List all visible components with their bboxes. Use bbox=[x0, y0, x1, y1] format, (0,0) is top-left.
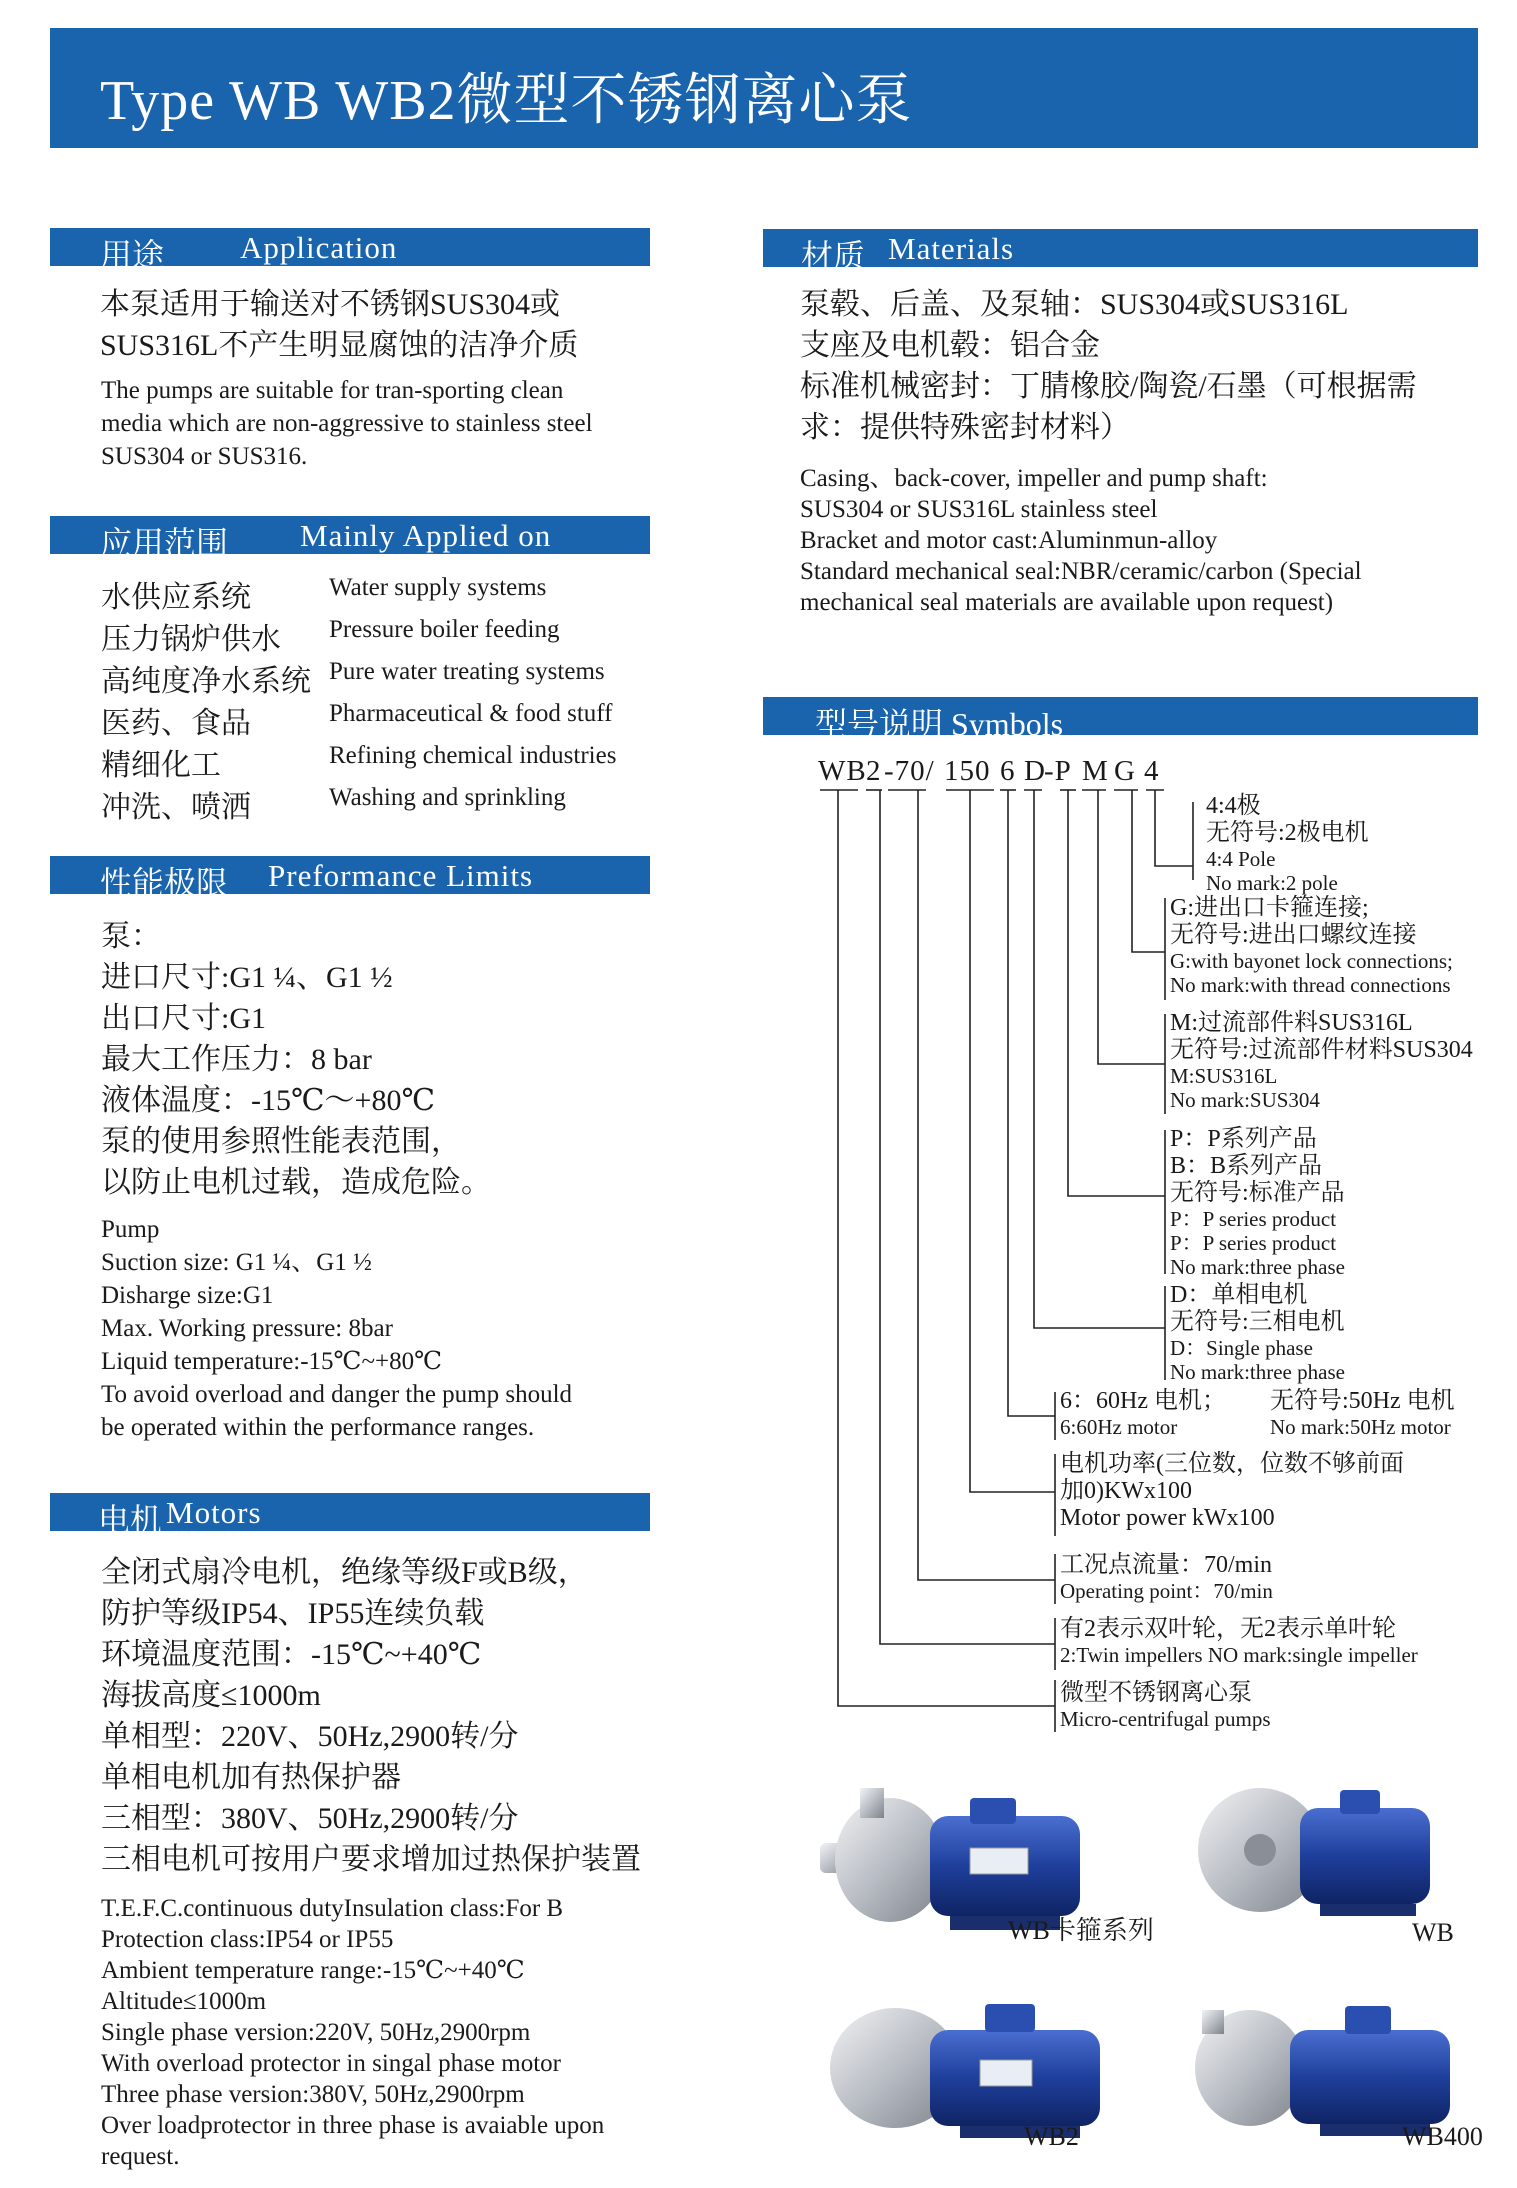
bracket-connection bbox=[1132, 790, 1165, 952]
code-part-material: M bbox=[1082, 755, 1109, 787]
desc-impeller: 有2表示双叶轮，无2表示单叶轮 2:Twin impellers NO mark:single impeller bbox=[1060, 1616, 1418, 1667]
desc-series: 微型不锈钢离心泵 Micro-centrifugal pumps bbox=[1060, 1680, 1271, 1731]
bracket-frequency bbox=[1008, 790, 1055, 1416]
materials-text-zh: 泵毂、后盖、及泵轴：SUS304或SUS316L 支座及电机毂：铝合金 标准机械密封：丁腈橡胶/陶瓷/石墨（可根据需 求：提供特殊密封材料） bbox=[800, 288, 1417, 444]
pump-wb2-image bbox=[830, 2004, 1100, 2138]
code-part-frequency: 6 bbox=[1000, 755, 1016, 787]
bracket-series bbox=[838, 790, 1055, 1706]
pump-wb400-image bbox=[1195, 2006, 1450, 2136]
pump-wb-image bbox=[1198, 1788, 1430, 1916]
section-title-zh: 性能极限 bbox=[100, 865, 229, 901]
section-title-en: Motors bbox=[166, 1495, 262, 1530]
desc-power: 电机功率(三位数，位数不够前面 加0)KWx100 Motor power kWx100 bbox=[1060, 1451, 1404, 1531]
motors-text-zh: 全闭式扇冷电机，绝缘等级F或B级， 防护等级IP54、IP55连续负载 环境温度范围：-15℃~+40℃ 海拔高度≤1000m 单相型：220V、50Hz,2900转/分 单相电机加有热保护器 三相型：380V、50Hz,2900转/分 三相电机可按用户要求增加过热保护装置 bbox=[101, 1556, 641, 1876]
limits-text-zh: 泵： 进口尺寸:G1 ¼、G1 ½ 出口尺寸:G1 最大工作压力：8 bar 液体温度：-15℃～+80℃ 泵的使用参照性能表范围， 以防止电机过载，造成危险。 bbox=[101, 920, 491, 1199]
section-title-en: Materials bbox=[888, 231, 1015, 266]
bracket-pole bbox=[1155, 790, 1193, 866]
section-title-en: Application bbox=[240, 230, 398, 265]
bracket-power bbox=[970, 790, 1055, 1492]
product-label-wb: WB bbox=[1412, 1918, 1454, 1947]
code-part-series: WB bbox=[818, 755, 867, 787]
desc-phase: D：单相电机 无符号:三相电机 D：Single phase No mark:three phase bbox=[1170, 1282, 1345, 1384]
code-part-flow: -70/ bbox=[884, 755, 935, 787]
bracket-product bbox=[1068, 790, 1165, 1196]
section-title-zh: 电机 bbox=[98, 1502, 163, 1538]
section-title-zh: 用途 bbox=[100, 237, 165, 273]
section-title-zh: 材质 bbox=[801, 238, 866, 274]
application-text-en: The pumps are suitable for tran-sporting clean media which are non-aggressive to stainless steel SUS304 or SUS316. bbox=[101, 377, 593, 470]
code-part-power: 150 bbox=[944, 755, 991, 787]
code-part-impeller: 2 bbox=[866, 755, 882, 787]
desc-flow: 工况点流量：70/min Operating point：70/min bbox=[1060, 1552, 1273, 1603]
page-title: Type WB WB2微型不锈钢离心泵 bbox=[100, 70, 913, 132]
bracket-phase bbox=[1034, 790, 1165, 1328]
product-label-wb400: WB400 bbox=[1402, 2122, 1483, 2151]
limits-text-en: Pump Suction size: G1 ¼、G1 ½ Disharge size:G1 Max. Working pressure: 8bar Liquid temperature:-15℃~+80℃ To avoid overload and danger the pump should be operated within the performance ranges. bbox=[101, 1216, 573, 1441]
product-label-wb-clamp: WB卡箍系列 bbox=[1008, 1916, 1154, 1945]
desc-frequency-nomark: 无符号:50Hz 电机 No mark:50Hz motor bbox=[1270, 1388, 1455, 1439]
section-title-en: Preformance Limits bbox=[268, 858, 534, 893]
code-part-pole: 4 bbox=[1144, 755, 1160, 787]
desc-product: P：P系列产品 B：B系列产品 无符号:标准产品 P：P series product P：P series product No mark:three phase bbox=[1170, 1126, 1345, 1279]
pump-wb-clamp-image bbox=[820, 1788, 1080, 1930]
desc-connection: G:进出口卡箍连接; 无符号:进出口螺纹连接 G:with bayonet lock connections; No mark:with thread connections bbox=[1170, 895, 1453, 997]
materials-text-en: Casing、back-cover, impeller and pump shaft: SUS304 or SUS316L stainless steel Bracket and motor cast:Aluminmun-alloy Standard mechanical seal:NBR/ceramic/carbon (Special mechanical seal materials are available upon request) bbox=[800, 465, 1362, 616]
product-label-wb2: WB2 bbox=[1024, 2122, 1079, 2151]
section-title-zh: 应用范围 bbox=[100, 525, 229, 561]
section-title: 型号说明 Symbols bbox=[815, 706, 1064, 742]
motors-text-en: T.E.F.C.continuous dutyInsulation class:For B Protection class:IP54 or IP55 Ambient temperature range:-15℃~+40℃ Altitude≤1000m Single phase version:220V, 50Hz,2900rpm With overload protector in singal phase motor Three phase version:380V, 50Hz,2900rpm Over loadprotector in three phase is avaiable upon request. bbox=[101, 1895, 605, 2170]
code-part-connection: G bbox=[1114, 755, 1136, 787]
application-text-zh: 本泵适用于输送对不锈钢SUS304或 SUS316L不产生明显腐蚀的洁净介质 bbox=[100, 288, 579, 362]
product-images bbox=[820, 1768, 1460, 2188]
desc-pole: 4:4极 无符号:2极电机 4:4 Pole No mark:2 pole bbox=[1206, 793, 1369, 895]
bracket-impeller bbox=[880, 790, 1055, 1644]
section-title-en: Mainly Applied on bbox=[300, 518, 552, 553]
code-part-phase: D bbox=[1024, 755, 1046, 787]
code-part-product: -P bbox=[1044, 755, 1072, 787]
desc-material: M:过流部件料SUS316L 无符号:过流部件材料SUS304 M:SUS316L No mark:SUS304 bbox=[1170, 1010, 1473, 1112]
desc-frequency: 6：60Hz 电机； 6:60Hz motor bbox=[1060, 1388, 1226, 1439]
